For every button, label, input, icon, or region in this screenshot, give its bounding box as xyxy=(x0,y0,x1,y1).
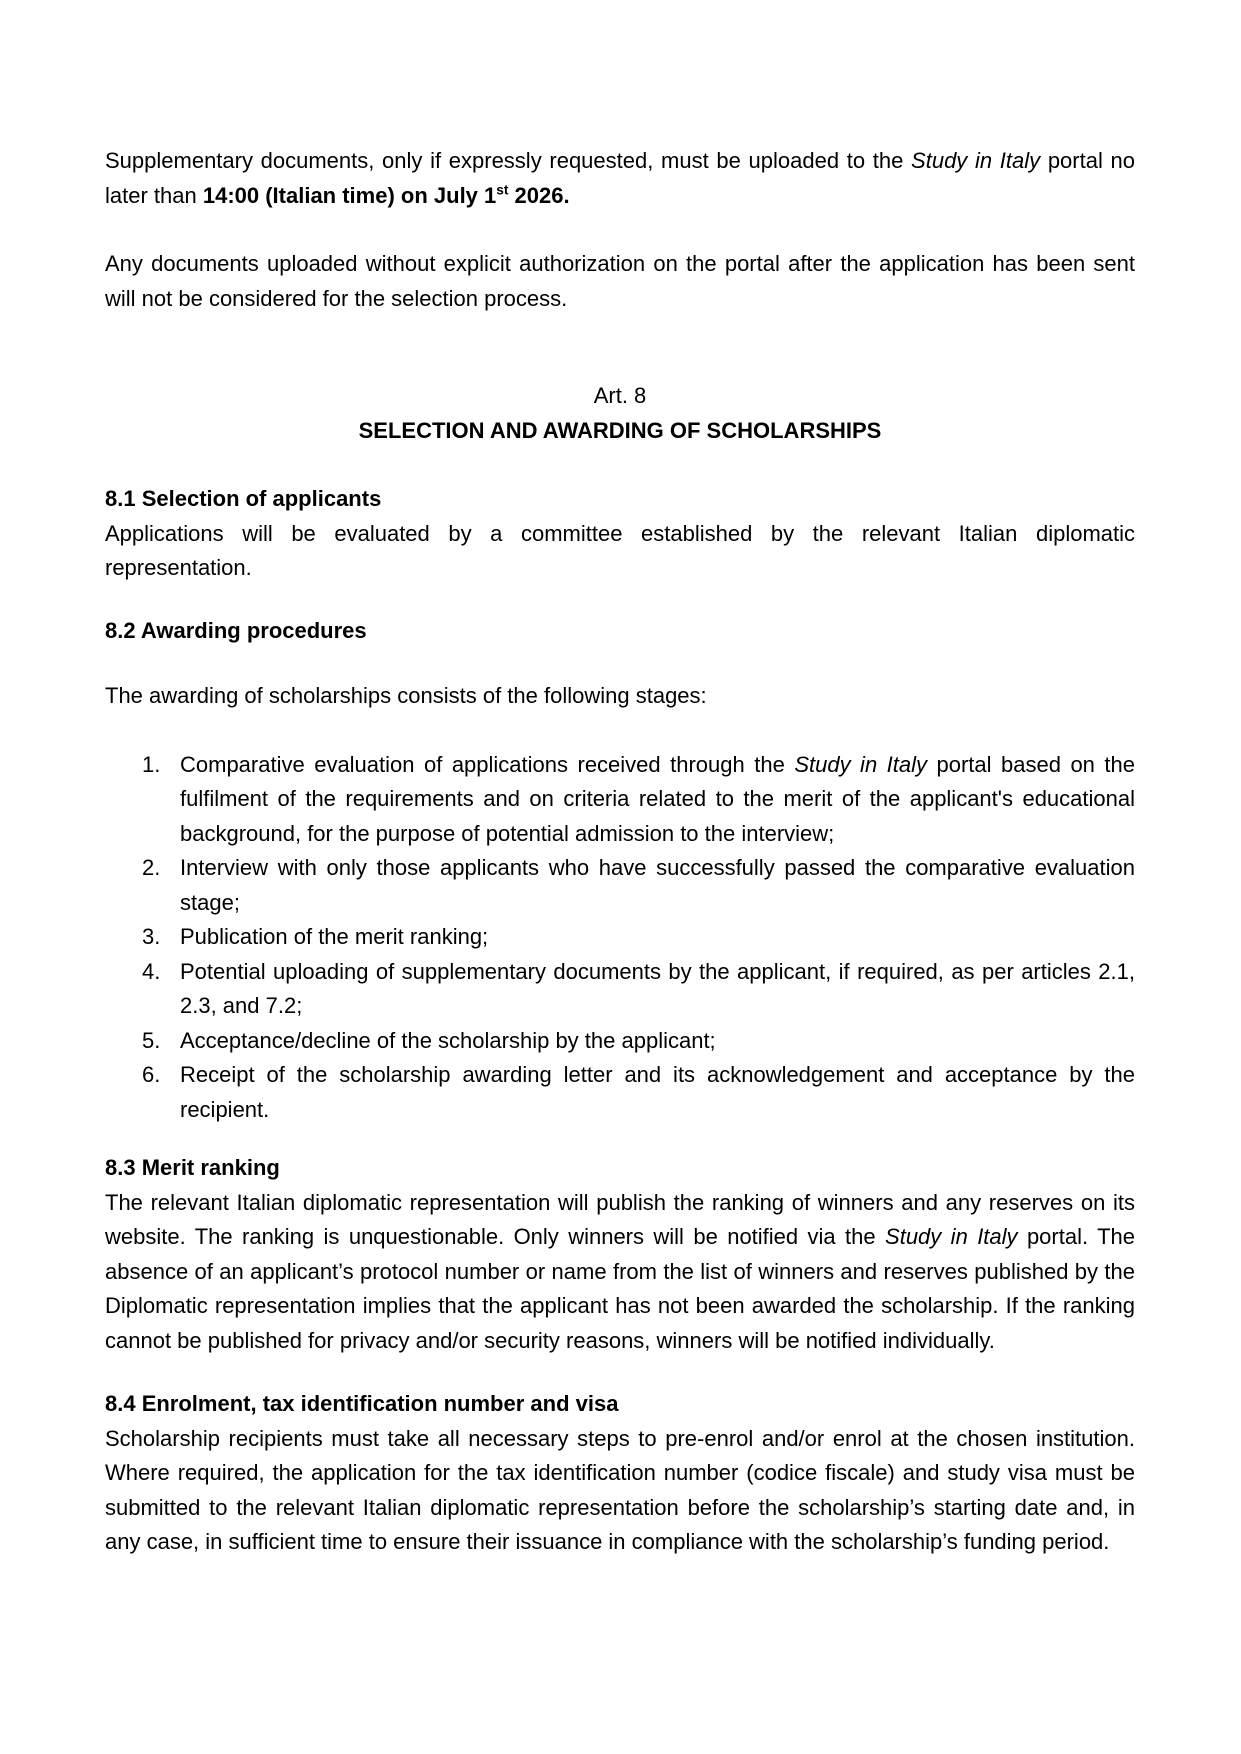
stage-number-2: 2. xyxy=(142,855,161,880)
stage-item-5 xyxy=(105,1024,1135,1059)
paragraph-8-3-body: The relevant Italian diplomatic representation will publish the ranking of winners and any reserves on its website. The ranking is unquestionable. Only winners will be notified via the Study in Italy portal. The absence of an applicant’s protocol number or name from the list of winners and reserves published by the Diplomatic representation implies that the applicant has not been awarded the scholarship. If the ranking cannot be published for privacy and/or security reasons, winners will be notified individually. xyxy=(105,1189,1135,1353)
stage-item-3 xyxy=(105,920,1135,955)
stage-number-6: 6. xyxy=(142,1062,161,1087)
stage-item-6 xyxy=(105,1058,1135,1127)
stage-item-1 xyxy=(105,748,1135,852)
heading-8-3-merit-ranking: 8.3 Merit ranking xyxy=(105,1155,280,1180)
stage-number-3: 3. xyxy=(142,924,161,949)
stage-number-5: 5. xyxy=(142,1027,161,1053)
paragraph-8-2-intro: The awarding of scholarships consists of the following stages: xyxy=(105,683,707,708)
awarding-stages-list xyxy=(105,748,1135,1128)
stage-text-5: Acceptance/decline of the scholarship by the applicant; xyxy=(180,1027,716,1053)
stage-number-1: 1. xyxy=(142,751,161,777)
heading-8-1-selection-of-applicants: 8.1 Selection of applicants xyxy=(105,486,382,511)
stage-number-4: 4. xyxy=(142,958,161,984)
paragraph-8-1-body: Applications will be evaluated by a committee established by the relevant Italian diplomatic representation. xyxy=(105,520,1135,580)
article-title: SELECTION AND AWARDING OF SCHOLARSHIPS xyxy=(358,417,882,443)
stage-item-4 xyxy=(105,955,1135,1024)
paragraph-supplementary-deadline: Supplementary documents, only if expressly requested, must be uploaded to the Study in Italy portal no later than 14:00 (Italian time) on July 1st 2026. xyxy=(105,148,1136,208)
stage-text-2: Interview with only those applicants who have successfully passed the comparative evaluation stage; xyxy=(180,855,1135,915)
heading-8-2-awarding-procedures: 8.2 Awarding procedures xyxy=(105,617,367,643)
paragraph-8-4-body: Scholarship recipients must take all necessary steps to pre-enrol and/or enrol at the chosen institution. Where required, the application for the tax identification number (codice fiscale) and study visa must be submitted to the relevant Italian diplomatic representation before the scholarship’s starting date and, in any case, in sufficient time to ensure their issuance in compliance with the scholarship’s funding period. xyxy=(105,1425,1135,1554)
stage-text-6: Receipt of the scholarship awarding letter and its acknowledgement and acceptance by the recipient. xyxy=(180,1062,1135,1122)
article-number: Art. 8 xyxy=(593,383,647,408)
stage-text-4: Potential uploading of supplementary documents by the applicant, if required, as per articles 2.1, 2.3, and 7.2; xyxy=(180,958,1135,1018)
stage-item-2 xyxy=(105,851,1135,920)
paragraph-unauthorized-documents: Any documents uploaded without explicit authorization on the portal after the application has been sent will not be considered for the selection process. xyxy=(105,251,1135,311)
stage-text-1: Comparative evaluation of applications received through the Study in Italy portal based on the fulfilment of the requirements and on criteria related to the merit of the applicant's educational background, for the purpose of potential admission to the interview; xyxy=(180,751,1135,846)
heading-8-4-enrolment-tax-visa: 8.4 Enrolment, tax identification number and visa xyxy=(105,1391,619,1416)
stage-text-3: Publication of the merit ranking; xyxy=(180,924,489,949)
